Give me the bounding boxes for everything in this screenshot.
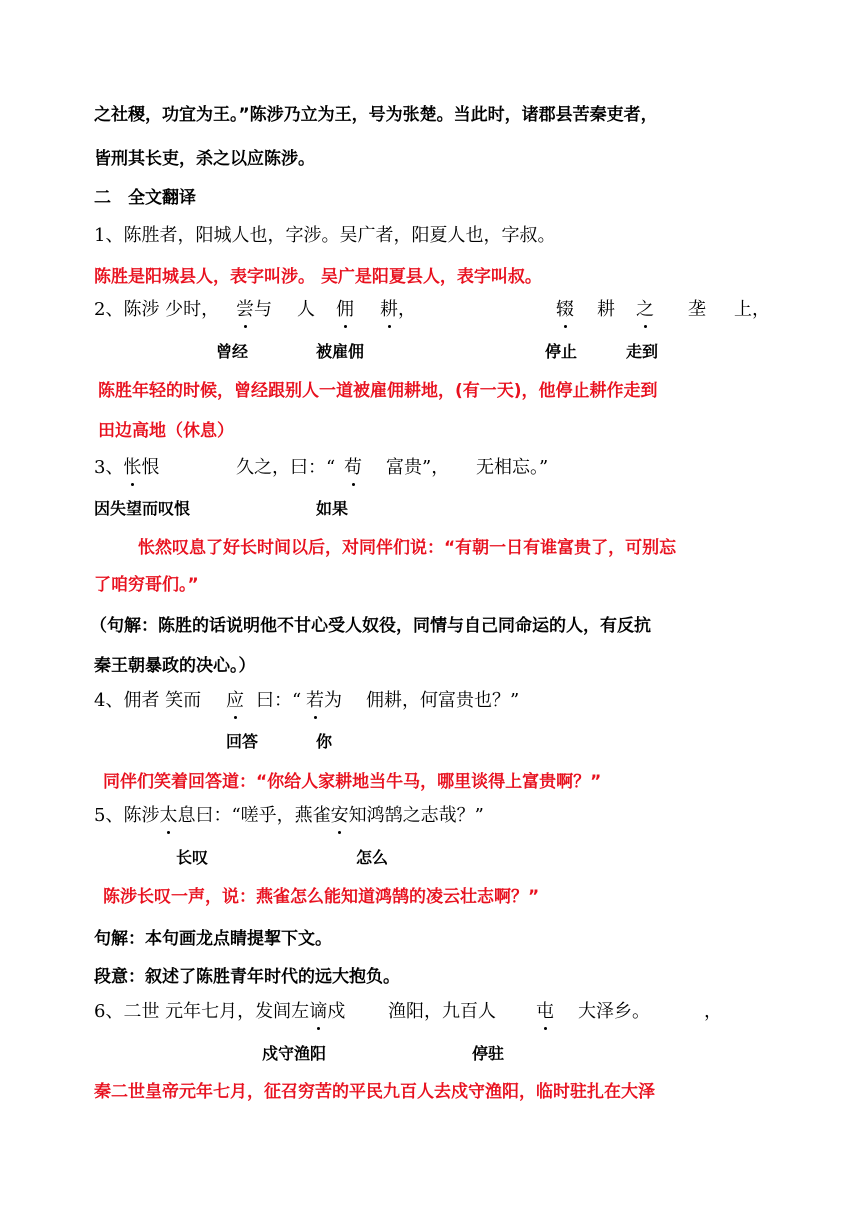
translation-5: 陈涉长叹一声，说：燕雀怎么能知道鸿鹄的凌云壮志啊？” [103,887,540,907]
source-segment [236,295,272,321]
source-char: 6、二世 元年七月，发闾左 [94,1001,310,1022]
emphasis-char: 佣 [336,295,354,321]
source-char: 5、陈涉 [94,805,160,826]
emphasis-char: 之 [636,295,654,321]
gloss-label: 被雇佣 [316,342,365,361]
emphasis-char: 怅 [123,453,141,479]
gloss-label: 长叹 [176,848,209,867]
emphasis-char: 尝 [236,295,254,321]
source-segment: 富贵”， [386,457,450,478]
source-segment [556,295,574,321]
source-char: 息曰：“嗟乎，燕雀 [177,805,331,826]
section-heading: 二 全文翻译 [94,188,196,208]
source-char: 恨 [141,457,160,478]
source-char: ， [398,299,416,320]
source-segment: 上， [734,299,770,320]
source-segment: 3、怅恨 [94,453,159,479]
gloss-label: 停止 [545,342,578,361]
translation-1: 陈胜是阳城县人，表字叫涉。 吴广是阳夏县人，表字叫叔。 [94,267,542,287]
gloss-label: 你 [316,732,333,751]
source-segment: 4、佣者 笑而 [94,690,202,711]
gloss-label: 走到 [626,342,659,361]
translation-4: 同伴们笑着回答道：“你给人家耕地当牛马，哪里谈得上富贵啊？” [103,772,602,792]
emphasis-char: 应 [226,686,244,712]
gloss-label: 戍守渔阳 [262,1044,327,1063]
gloss-label: 停驻 [472,1044,505,1063]
translation-2: 陈胜年轻的时候，曾经跟别人一道被雇佣耕地，(有一天)，他停止耕作走到 [98,381,658,401]
text-line: 皆刑其长吏，杀之以应陈涉。 [94,149,315,169]
translation-3-cont: 了咱穷哥们。” [94,575,199,595]
gloss-label: 怎么 [356,848,389,867]
text-line: 之社稷，功宜为王。”陈涉乃立为王，号为张楚。当此时，诸郡县苦秦吏者， [94,105,658,125]
source-segment: 久之，曰：“ [236,457,336,478]
source-segment: 人 [297,299,315,320]
source-char: 知鸿鹄之志哉？” [348,805,484,826]
source-segment: 2、陈涉 少时， [94,299,220,320]
source-segment: 曰：“ [256,690,302,711]
emphasis-char: 谪 [309,997,327,1023]
gloss-label: 曾经 [216,342,249,361]
source-char: 戍 [327,1001,346,1022]
source-char: 为 [324,690,342,711]
source-segment [226,686,244,712]
translation-3: 怅然叹息了好长时间以后，对同伴们说：“有朝一日有谁富贵了，可别忘 [138,538,677,558]
source-segment [94,997,345,1023]
emphasis-char: 太 [159,801,177,827]
translation-2-cont: 田边高地（休息） [98,421,234,441]
emphasis-char: 安 [331,801,349,827]
sentence-note: 句解：本句画龙点睛提挈下文。 [94,929,332,949]
translation-6: 秦二世皇帝元年七月，征召穷苦的平民九百人去戍守渔阳，临时驻扎在大泽 [94,1082,655,1102]
source-sentence-1: 1、陈胜者，阳城人也，字涉。吴广者，阳夏人也，字叔。 [94,225,556,246]
source-segment [306,686,342,712]
paragraph-summary: 段意：叙述了陈胜青年时代的远大抱负。 [94,967,400,987]
source-segment [94,801,484,827]
emphasis-char: 屯 [536,997,554,1023]
source-segment [344,453,362,479]
source-segment [380,295,416,321]
source-segment: 佣耕，何富贵也？” [366,690,520,711]
emphasis-char: 若 [306,686,324,712]
emphasis-char: 耕 [380,295,398,321]
source-char: 与 [254,299,272,320]
emphasis-char: 苟 [344,453,362,479]
gloss-label: 因失望而叹恨 [94,499,191,518]
gloss-label: 如果 [316,499,349,518]
source-segment [636,295,654,321]
source-segment: 无相忘。” [476,457,549,478]
source-segment [336,295,354,321]
sentence-note-cont: 秦王朝暴政的决心。） [94,656,256,676]
emphasis-char: 辍 [556,295,574,321]
source-segment: 渔阳，九百人 [388,1001,496,1022]
gloss-label: 回答 [226,732,259,751]
source-segment: 垄 [688,299,706,320]
sentence-note: （句解：陈胜的话说明他不甘心受人奴役，同情与自己同命运的人，有反抗 [90,616,651,636]
source-segment: ， [704,1001,722,1022]
source-segment [536,997,554,1023]
source-segment: 大泽乡。 [578,1001,650,1022]
source-segment: 耕 [597,299,615,320]
